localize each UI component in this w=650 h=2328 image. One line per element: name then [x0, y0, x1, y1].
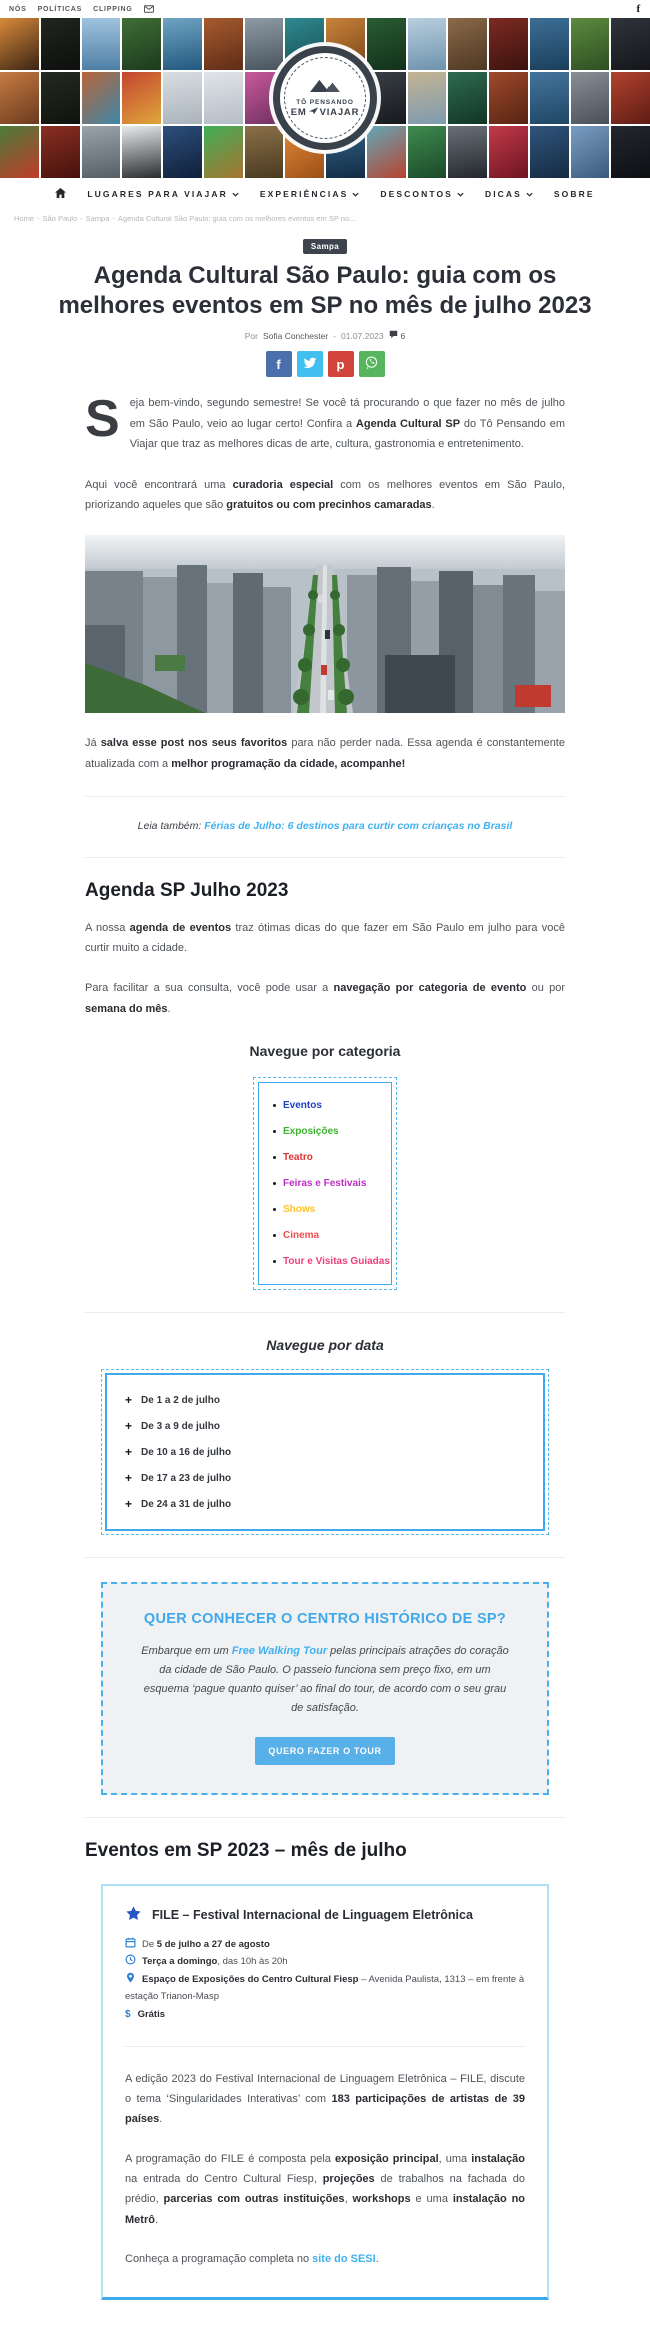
author-link[interactable]: Sofia Conchester: [262, 330, 329, 341]
collage-photo: [0, 126, 39, 178]
collage-photo: [82, 72, 121, 124]
collage-photo: [530, 126, 569, 178]
collage-photo: [41, 72, 80, 124]
category-link-tour-visitas[interactable]: Tour e Visitas Guiadas: [273, 1256, 377, 1267]
page-bottom-spacer: [85, 2300, 565, 2328]
byline-separator: -: [333, 330, 336, 341]
card-divider: [125, 2046, 525, 2047]
calendar-icon: [125, 1937, 136, 1948]
site-logo[interactable]: [273, 46, 377, 150]
date-accordion-box: [101, 1369, 549, 1535]
byline: [85, 330, 565, 341]
collage-photo: [489, 72, 528, 124]
date-accordion-item-2[interactable]: + De 3 a 9 de julho: [125, 1419, 220, 1433]
collage-photo: [204, 126, 243, 178]
plus-icon: +: [125, 1445, 133, 1459]
whatsapp-share-icon: [364, 355, 379, 373]
cta-heading: QUER CONHECER O CENTRO HISTÓRICO DE SP?: [143, 1611, 507, 1627]
plus-icon: +: [125, 1497, 133, 1511]
hero-image-sao-paulo: [85, 535, 565, 713]
section-heading-eventos: Eventos em SP 2023 – mês de julho: [85, 1839, 407, 1861]
topbar-link-politicas[interactable]: POLÍTICAS: [37, 5, 83, 13]
twitter-share-icon: [303, 356, 317, 373]
divider: [85, 1312, 565, 1313]
collage-photo: [245, 18, 284, 70]
event-paragraph-1: A edição 2023 do Festival Internacional de Linguagem Eletrônica – FILE, discute o tema ‘Singularidades Interativas’ com 183 participações de artistas de 39 países.: [125, 2072, 525, 2126]
collage-photo: [408, 18, 447, 70]
clock-icon: [125, 1954, 136, 1965]
breadcrumb-separator: -: [112, 214, 115, 223]
heading-navegue-por-categoria: Navegue por categoria: [249, 1043, 401, 1059]
collage-photo: [571, 126, 610, 178]
category-link-teatro[interactable]: Teatro: [273, 1152, 377, 1163]
breadcrumb: [0, 209, 650, 223]
logo-text-line1: TÔ PENSANDO: [296, 99, 354, 106]
facebook-icon[interactable]: f: [636, 3, 641, 15]
plus-icon: +: [125, 1471, 133, 1485]
collage-photo: [611, 72, 650, 124]
intro-paragraph-2: Aqui você encontrará uma curadoria especial com os melhores eventos em São Paulo, priorizando aqueles que são gratuitos ou com precinhos camaradas.: [85, 478, 566, 511]
collage-photo: [245, 126, 284, 178]
collage-photo: [408, 126, 447, 178]
paper-plane-icon: [309, 107, 318, 118]
date-accordion-item-4[interactable]: + De 17 a 23 de julho: [125, 1471, 232, 1485]
mountains-icon: [308, 78, 342, 97]
chevron-down-icon: [526, 189, 533, 199]
heading-navegue-por-data: Navegue por data: [266, 1337, 384, 1353]
collage-photo: [0, 72, 39, 124]
collage-photo: [122, 126, 161, 178]
category-tag-badge[interactable]: Sampa: [303, 239, 347, 254]
bullet-dot: [273, 1208, 276, 1211]
bullet-dot: [273, 1182, 276, 1185]
home-icon: [55, 188, 66, 200]
collage-photo: [530, 18, 569, 70]
share-buttons: [85, 351, 565, 377]
divider: [85, 1817, 565, 1818]
nav-home[interactable]: [55, 188, 66, 200]
category-list: [273, 1100, 390, 1267]
agenda-paragraph-2: Para facilitar a sua consulta, você pode usar a navegação por categoria de evento ou por semana do mês.: [85, 982, 565, 1015]
tour-cta-button[interactable]: QUERO FAZER O TOUR: [255, 1737, 394, 1765]
intro-paragraph-1: Seja bem-vindo, segundo semestre! Se você tá procurando o que fazer no mês de julho em São Paulo, veio ao lugar certo! Confira a Agenda Cultural SP do Tô Pensando em Viajar que traz as melhores dicas de arte, cultura, gastronomia e entretenimento.: [85, 390, 565, 451]
breadcrumb-sampa[interactable]: Sampa: [85, 214, 110, 223]
price-icon: $: [125, 2009, 131, 2021]
inline-link[interactable]: site do SESI: [312, 2253, 376, 2266]
collage-photo: [489, 126, 528, 178]
leia-tambem: Leia também: Férias de Julho: 6 destinos para curtir com crianças no Brasil: [137, 819, 513, 832]
agenda-paragraph-1: A nossa agenda de eventos traz ótimas dicas do que fazer em São Paulo em julho para você curtir muito a cidade.: [85, 921, 565, 954]
header-photo-collage-wrap: [0, 18, 650, 178]
page-title: Agenda Cultural São Paulo: guia com os melhores eventos em SP no mês de julho 2023: [58, 262, 592, 320]
event-paragraph-3: Conheça a programação completa no site do SESI.: [125, 2253, 379, 2266]
facebook-share-icon: f: [276, 356, 281, 372]
breadcrumb-separator: -: [80, 214, 83, 223]
chevron-down-icon: [457, 189, 464, 199]
twitter-share-button[interactable]: [297, 351, 323, 377]
collage-photo: [0, 18, 39, 70]
category-link-eventos[interactable]: Eventos: [273, 1100, 377, 1111]
divider: [85, 796, 565, 797]
nav-item-sobre[interactable]: SOBRE: [553, 188, 595, 199]
collage-photo: [408, 72, 447, 124]
topbar-link-clipping[interactable]: CLIPPING: [93, 5, 133, 13]
bullet-dot: [273, 1104, 276, 1107]
whatsapp-share-button[interactable]: [359, 351, 385, 377]
collage-photo: [448, 18, 487, 70]
topbar-link-nos[interactable]: NÓS: [9, 5, 27, 13]
cta-body: Embarque em um Free Walking Tour pelas principais atrações do coração da cidade de São Paulo. O passeio funciona sem preço fixo, em um esquema ‘pague quanto quiser’ ao final do tour, de acordo com o seu grau de satisfação.: [141, 1645, 509, 1714]
post-date: 01.07.2023: [341, 330, 384, 341]
breadcrumb-sao-paulo[interactable]: São Paulo: [42, 214, 78, 223]
event-card-file: [101, 1884, 549, 2300]
section-heading-agenda: Agenda SP Julho 2023: [85, 879, 289, 901]
divider: [85, 857, 565, 858]
drop-cap: S: [85, 390, 120, 449]
category-link-cinema[interactable]: Cinema: [273, 1230, 377, 1241]
category-box-wrap: [85, 1077, 565, 1290]
event-title: FILE – Festival Internacional de Linguagem Eletrônica: [152, 1907, 473, 1922]
event-title-row: [125, 1905, 525, 1925]
comments-count[interactable]: 6: [389, 330, 406, 341]
event-hours-line: Terça a domingo, das 10h às 20h: [125, 1954, 525, 1971]
pinterest-share-button[interactable]: [328, 351, 354, 377]
category-link-feiras-festivais[interactable]: Feiras e Festivais: [273, 1178, 377, 1189]
bullet-dot: [273, 1260, 276, 1263]
date-accordion-item-5[interactable]: + De 24 a 31 de julho: [125, 1497, 232, 1511]
chevron-down-icon: [232, 189, 239, 199]
collage-photo: [204, 72, 243, 124]
collage-photo: [163, 72, 202, 124]
facebook-share-button[interactable]: [266, 351, 292, 377]
chevron-down-icon: [352, 189, 359, 199]
collage-photo: [571, 18, 610, 70]
collage-photo: [367, 126, 406, 178]
collage-photo: [163, 18, 202, 70]
byline-prefix: Por: [244, 330, 258, 341]
intro-paragraph-3: Já salva esse post nos seus favoritos para não perder nada. Essa agenda é constantemente atualizada com a melhor programação da cidade, acompanhe!: [85, 737, 565, 770]
tag-row: [85, 236, 565, 254]
breadcrumb-home[interactable]: Home: [14, 214, 35, 223]
walking-tour-cta-box: [101, 1582, 549, 1795]
event-date-line: De 5 de julho a 27 de agosto: [125, 1937, 525, 1954]
nav-item-experiencias[interactable]: EXPERIÊNCIAS: [260, 189, 360, 199]
comment-icon: [389, 330, 398, 341]
date-accordion-inner: [105, 1373, 545, 1531]
article-container: [58, 236, 592, 2328]
pin-icon: [125, 1972, 136, 1983]
plus-icon: +: [125, 1393, 133, 1407]
breadcrumb-separator: -: [37, 214, 40, 223]
plus-icon: +: [125, 1419, 133, 1433]
nav-item-lugares-para-viajar[interactable]: LUGARES PARA VIAJAR: [87, 189, 239, 199]
event-paragraph-2: A programação do FILE é composta pela exposição principal, uma instalação na entrada do Centro Cultural Fiesp, projeções de trabalhos na fachada do prédio, parcerias com outras instituições, workshops e uma instalação no Metrô.: [125, 2152, 526, 2226]
main-navigation: [0, 178, 650, 209]
bullet-dot: [273, 1156, 276, 1159]
category-link-shows[interactable]: Shows: [273, 1204, 377, 1215]
date-accordion-item-1[interactable]: + De 1 a 2 de julho: [125, 1393, 220, 1407]
breadcrumb-current: Agenda Cultural São Paulo: guia com os melhores eventos em SP no...: [117, 214, 356, 223]
event-location-line: Espaço de Exposições do Centro Cultural Fiesp – Avenida Paulista, 1313 – em frente à estação Trianon-Masp: [125, 1973, 525, 2002]
collage-photo: [163, 126, 202, 178]
inline-link[interactable]: Férias de Julho: 6 destinos para curtir com crianças no Brasil: [204, 819, 513, 832]
date-accordion-item-3[interactable]: + De 10 a 16 de julho: [125, 1445, 232, 1459]
collage-photo: [204, 18, 243, 70]
collage-photo: [530, 72, 569, 124]
bullet-dot: [273, 1130, 276, 1133]
collage-photo: [448, 126, 487, 178]
collage-photo: [367, 18, 406, 70]
star-icon: [125, 1905, 142, 1925]
bullet-dot: [273, 1234, 276, 1237]
collage-photo: [82, 126, 121, 178]
collage-photo: [122, 18, 161, 70]
collage-photo: [82, 18, 121, 70]
collage-photo: [41, 126, 80, 178]
top-utility-bar: [0, 0, 650, 18]
collage-photo: [489, 18, 528, 70]
site-logo-inner: [284, 57, 366, 139]
nav-item-dicas[interactable]: DICAS: [485, 189, 533, 199]
category-box-inner: [258, 1082, 392, 1285]
collage-photo: [122, 72, 161, 124]
logo-text-line2: EM VIAJAR: [290, 107, 360, 118]
pinterest-share-icon: p: [336, 356, 345, 372]
inline-link[interactable]: Free Walking Tour: [231, 1645, 328, 1657]
envelope-icon[interactable]: [144, 5, 154, 13]
collage-photo: [571, 72, 610, 124]
divider: [85, 1557, 565, 1558]
nav-item-descontos[interactable]: DESCONTOS: [380, 189, 464, 199]
event-price-line: $ Grátis: [125, 2009, 166, 2021]
category-link-exposicoes[interactable]: Exposições: [273, 1126, 377, 1137]
collage-photo: [448, 72, 487, 124]
collage-photo: [41, 18, 80, 70]
collage-photo: [611, 126, 650, 178]
category-box: [253, 1077, 397, 1290]
collage-photo: [611, 18, 650, 70]
